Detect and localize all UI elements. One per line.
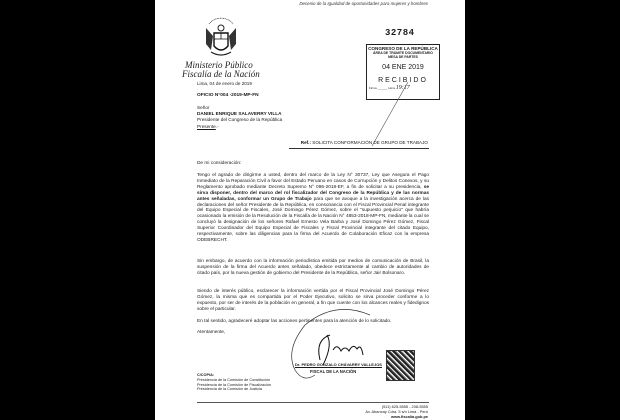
copy-item: Presidencia de la Comisión de Constitución [197,377,271,382]
office-name: Fiscalía de la Nación [182,69,260,79]
stamp-hora: Hora [388,86,395,90]
coat-of-arms-icon [203,14,239,60]
stamp-date: 04 ENE 2019 [382,64,424,71]
reception-stamp: CONGRESO DE LA REPÚBLICA ÁREA DE TRÁMITE DOCUMENTARIO MESA DE PARTES 04 ENE 2019 RECIBIDO Firma ______ Hora 19:17 [366,44,440,100]
paragraph-2: Sin embargo, de acuerdo con la información periodística emitida por medios de comunicación de Brasil, la suspensión de la firma del Acuerdo antes señalado, obedece estrictamente al cambio de autoridades de citado país, por la nueva gestión de gobierno del Presidente de la República, señor Jair Bolsonaro. [197,259,429,276]
paragraph-1-a: Tengo el agrado de dirigirme a usted, dentro del marco de la Ley N° 30737, Ley que Asegura el Pago Inmediato de la Reparación Civil a favor del Estado Peruano en casos de Corrupción y Delitos Conexos, y su Reglamento aprobado mediante Decreto Supremo N° 096-2018-EF, a fin de solicitar a su presidencia, [197,173,429,190]
footer [365,404,428,419]
reference-text: SOLICITA CONFORMACIÓN DE GRUPO DE TRABAJO [312,140,428,145]
stamp-area: ÁREA DE TRÁMITE DOCUMENTARIO [373,51,433,55]
addressee-position: Presidente del Congreso de la República [197,117,283,123]
signatory-title: FISCAL DE LA NACIÓN [310,369,357,374]
registry-number: 32784 [385,28,415,38]
copy-item: Presidencia de la Comisión de Fiscalización [197,382,272,387]
paragraph-1 [197,173,429,244]
copy-list [197,373,271,392]
institution-name: Ministerio Público [185,60,253,70]
footer-phone: (511) 625-5555 - 208-5555 [381,404,428,409]
stamp-mesa: MESA DE PARTES [388,55,418,59]
oficio-number: OFICIO N°004 -2019-MP-FN [197,93,259,98]
stamp-congress: CONGRESO DE LA REPÚBLICA [368,46,438,51]
reference-label: Ref.: [300,140,311,145]
addressee-block [197,105,282,130]
presente-suffix: .- [215,123,219,129]
reference-underline [289,148,429,149]
header-slogan: Decenio de la Igualdad de oportunidades para mujeres y hombres [299,1,428,6]
paragraph-3: Siendo de interés público, esclarecer la información vertida por el Fiscal Provincial José Domingo Pérez Gómez, la misma que es compartida por el Poder Ejecutivo, solicito se sirva proceder conforme a lo expuesto, por ser de interés de la población en general, a fin que cuente con los alcances reales y fidedignos sobre el particular. [197,289,429,312]
place-date: Lima, 04 de enero de 2019 [197,81,252,86]
closing: Atentamente, [197,330,226,335]
signatory-name: Dr. PEDRO GONZALO CHÁVARRY VALLEJOS [295,362,382,367]
paragraph-1-b: para que se avoque a la investigación acerca de las declaraciones del señor Presidente de la República, en consonancia con el Fiscal Provincial Penal integrante del Equipo Especial de Fiscales, José Domingo Pérez Gómez, sobre el "supuesto perjuicio" que habría ocasionado la emisión de la Resolución de la Fiscalía de la Nación N° 4853-2018-MP-FN, mediante la cual se concluyó la designación de los señores Rafael Ernesto Vela Barba y José Domingo Pérez Gómez, Fiscal Superior Coordinador del Equipo Especial de Fiscales y Fiscal Provincial integrante del citado Equipo, respectivamente, sobre las diligencias para la firma del Acuerdo de Colaboración Eficaz con la empresa ODEBRECHT. [197,196,429,243]
footer-web: www.fiscalia.gob.pe [390,414,428,419]
reference [301,140,428,145]
footer-address: Av. Abancay Cdra. 5 s/n Lima - Perú [365,409,428,414]
salutation: Señor [197,105,210,110]
presente-label: Presente [197,123,216,129]
paragraph-1-bold: se sirva disponer, dentro del marco del rol fiscalizador del Congreso de la República y de las normas antes señaladas, conformar un Grupo de Trabajo [197,184,429,202]
paragraph-4: En tal sentido, agradeceré adoptar las acciones pertinentes para la atención de lo solicitado. [197,319,392,324]
copy-label: C/COPIA: [197,373,215,377]
stamp-hora-value: 19:17 [395,85,410,91]
greeting: De mi consideración: [197,161,242,166]
digital-signature-seal-icon [386,350,415,381]
letter-page [155,0,465,420]
stamp-status: RECIBIDO [378,77,428,84]
footer-divider [197,402,429,403]
addressee-name: DANIEL ENRIQUE SALAVERRY VILLA [197,111,282,117]
copy-item: Presidencia de la Comisión de Justicia [197,387,263,392]
stamp-firma: Firma [369,86,377,90]
